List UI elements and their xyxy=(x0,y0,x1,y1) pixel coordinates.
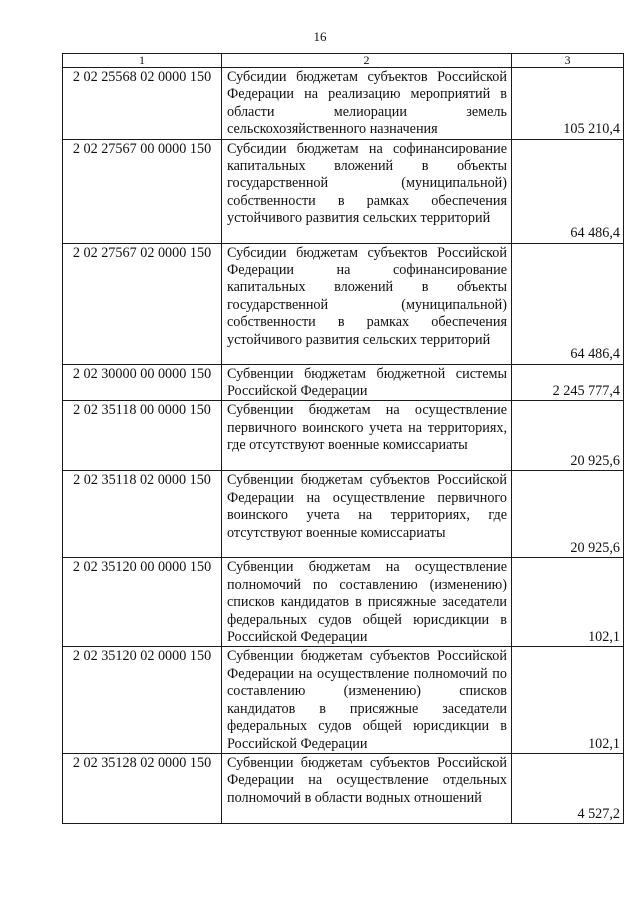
budget-amount: 4 527,2 xyxy=(512,753,624,823)
budget-code: 2 02 27567 02 0000 150 xyxy=(63,243,222,364)
budget-amount: 102,1 xyxy=(512,558,624,647)
budget-description: Субсидии бюджетам субъектов Российской Федерации на софинансирование капитальных вложений в объекты государственной (муниципальной) собственности в рамках обеспечения устойчивого развития сельских территорий xyxy=(222,243,512,364)
budget-description: Субвенции бюджетам на осуществление первичного воинского учета на территориях, где отсутствуют военные комиссариаты xyxy=(222,401,512,471)
budget-amount: 2 245 777,4 xyxy=(512,364,624,401)
page-number: 16 xyxy=(313,29,327,44)
budget-code: 2 02 35120 02 0000 150 xyxy=(63,647,222,753)
budget-amount: 64 486,4 xyxy=(512,243,624,364)
table-header-row xyxy=(63,54,624,68)
budget-code: 2 02 35118 00 0000 150 xyxy=(63,401,222,471)
budget-table xyxy=(62,53,624,824)
table-row xyxy=(63,471,624,558)
budget-amount: 20 925,6 xyxy=(512,401,624,471)
table-row xyxy=(63,139,624,243)
budget-description: Субвенции бюджетам субъектов Российской Федерации на осуществление полномочий по составлению (изменению) списков кандидатов в присяжные заседатели федеральных судов общей юрисдикции в Российской Федерации xyxy=(222,647,512,753)
budget-code: 2 02 35118 02 0000 150 xyxy=(63,471,222,558)
budget-description: Субвенции бюджетам бюджетной системы Российской Федерации xyxy=(222,364,512,401)
table-row xyxy=(63,558,624,647)
header-col-1: 1 xyxy=(63,54,222,68)
budget-code: 2 02 35120 00 0000 150 xyxy=(63,558,222,647)
budget-code: 2 02 35128 02 0000 150 xyxy=(63,753,222,823)
budget-code: 2 02 30000 00 0000 150 xyxy=(63,364,222,401)
budget-description: Субвенции бюджетам на осуществление полномочий по составлению (изменению) списков кандидатов в присяжные заседатели федеральных судов общей юрисдикции в Российской Федерации xyxy=(222,558,512,647)
table-row xyxy=(63,68,624,140)
table-row xyxy=(63,243,624,364)
budget-amount: 64 486,4 xyxy=(512,139,624,243)
header-col-3: 3 xyxy=(512,54,624,68)
budget-description: Субсидии бюджетам на софинансирование капитальных вложений в объекты государственной (муниципальной) собственности в рамках обеспечения устойчивого развития сельских территорий xyxy=(222,139,512,243)
budget-amount: 105 210,4 xyxy=(512,68,624,140)
table-row xyxy=(63,401,624,471)
budget-code: 2 02 25568 02 0000 150 xyxy=(63,68,222,140)
table-row xyxy=(63,364,624,401)
header-col-2: 2 xyxy=(222,54,512,68)
budget-code: 2 02 27567 00 0000 150 xyxy=(63,139,222,243)
table-row xyxy=(63,647,624,753)
budget-amount: 20 925,6 xyxy=(512,471,624,558)
budget-description: Субвенции бюджетам субъектов Российской Федерации на осуществление отдельных полномочий в области водных отношений xyxy=(222,753,512,823)
budget-description: Субсидии бюджетам субъектов Российской Федерации на реализацию мероприятий в области мелиорации земель сельскохозяйственного назначения xyxy=(222,68,512,140)
budget-description: Субвенции бюджетам субъектов Российской Федерации на осуществление первичного воинского учета на территориях, где отсутствуют военные комиссариаты xyxy=(222,471,512,558)
budget-amount: 102,1 xyxy=(512,647,624,753)
table-row xyxy=(63,753,624,823)
